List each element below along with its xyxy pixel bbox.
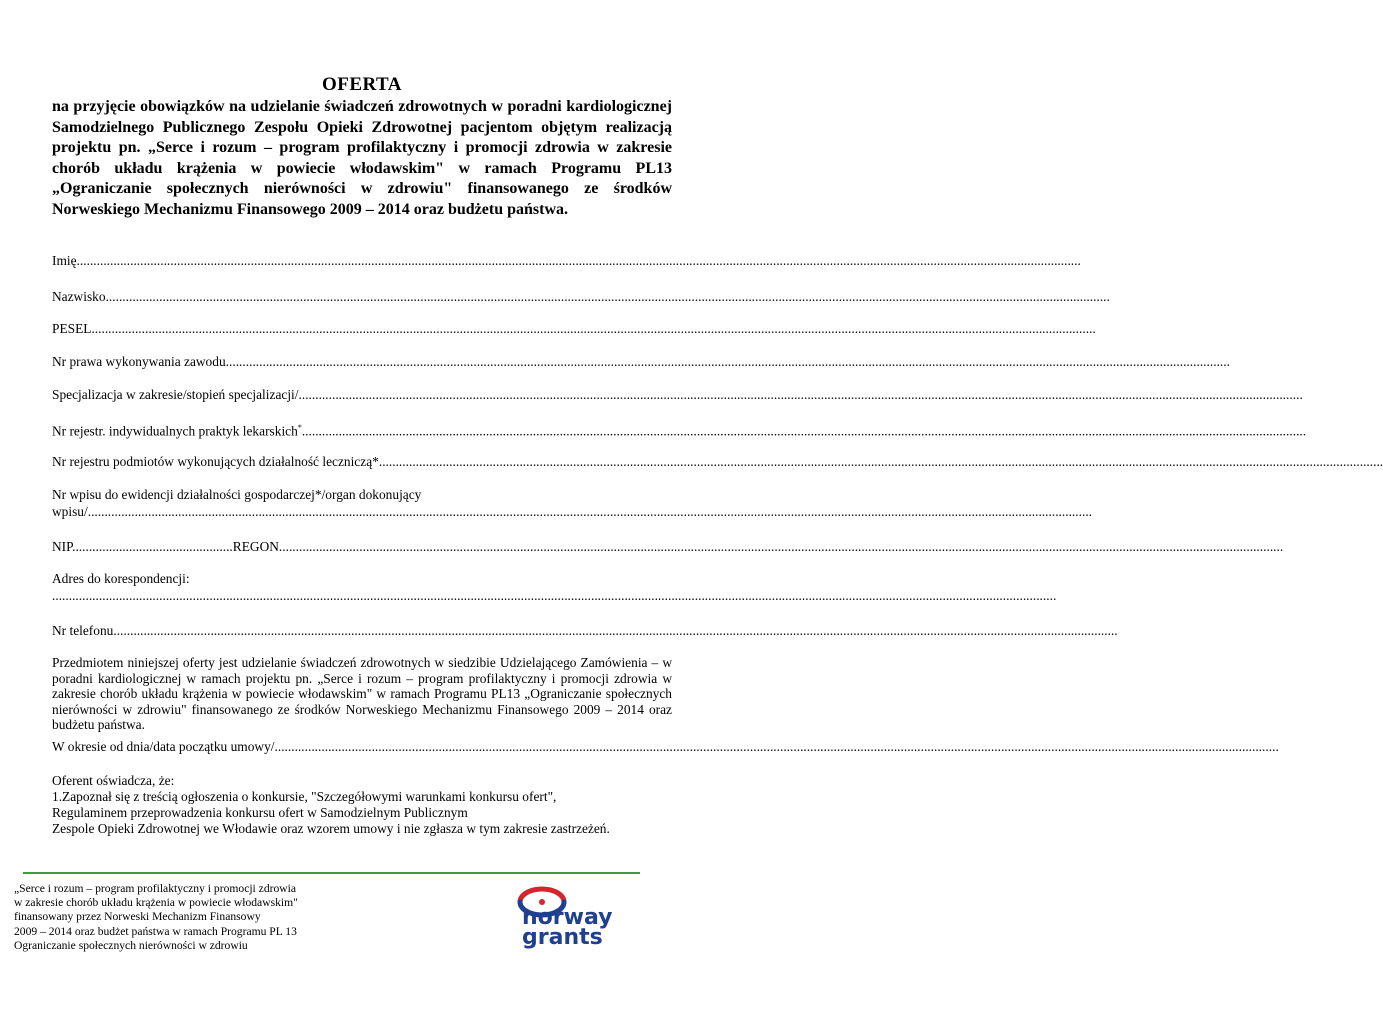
- regon-label: REGON: [232, 539, 279, 554]
- field-pesel[interactable]: [52, 320, 1096, 337]
- field-label: PESEL: [52, 321, 92, 336]
- field-specjalizacja[interactable]: [52, 386, 1303, 403]
- field-label: Nr telefonu: [52, 623, 114, 638]
- footer-line: w zakresie chorób układu krążenia w powiecie włodawskim": [14, 896, 298, 910]
- document-title: OFERTA: [321, 74, 403, 95]
- declaration-line: Regulaminem przeprowadzenia konkursu ofert w Samodzielnym Publicznym: [52, 805, 468, 820]
- footer-line: finansowany przez Norweski Mechanizm Finansowy: [14, 910, 261, 924]
- field-nazwisko[interactable]: [52, 288, 1110, 305]
- fill-line: ............................................................................................................................................................................................................................................................................................................: [105, 289, 1110, 304]
- field-nip-regon[interactable]: [52, 538, 1284, 555]
- field-okres[interactable]: [52, 738, 1279, 755]
- footer-line: 2009 – 2014 oraz budżet państwa w ramach Programu PL 13: [14, 924, 297, 938]
- offer-subject-paragraph: Przedmiotem niniejszej oferty jest udzielanie świadczeń zdrowotnych w siedzibie Udzielającego Zamówienia – w poradni kardiologicznej w ramach projektu pn. „Serce i rozum – program profilaktyczny i promocji zdrowia w zakresie chorób układu krążenia w powiecie włodawskim" w ramach Programu PL13 „Ograniczanie społecznych nierówności w zdrowiu" finansowanego ze środków Norweskiego Mechanizmu Finansowego 2009 – 2014 oraz budżetu państwa.: [52, 655, 672, 733]
- field-adres[interactable]: [52, 570, 1057, 604]
- field-label-continued: wpisu/: [52, 504, 88, 519]
- fill-line: ............................................................................................................................................................................................................................................................................................................: [274, 739, 1279, 754]
- footer-line: „Serce i rozum – program profilaktyczny i promocji zdrowia: [14, 882, 297, 895]
- field-label: Specjalizacja w zakresie/stopień specjalizacji/: [52, 387, 299, 402]
- nip-label: NIP: [52, 539, 73, 554]
- fill-line-regon: ............................................................................................................................................................................................................................................................................................................: [278, 539, 1284, 554]
- fill-line: ............................................................................................................................................................................................................................................................................................................: [76, 253, 1081, 268]
- footer-text: [14, 882, 454, 953]
- declaration-line: 1.Zapoznał się z treścią ogłoszenia o konkursie, "Szczegółowymi warunkami konkursu ofert",: [52, 789, 557, 804]
- fill-line: ............................................................................................................................................................................................................................................................................................................: [52, 588, 1057, 603]
- fill-line-nip: ................................................: [72, 539, 233, 554]
- declaration-intro: Oferent oświadcza, że:: [52, 773, 175, 788]
- fill-line: ............................................................................................................................................................................................................................................................................................................: [91, 321, 1096, 336]
- field-label: Nr rejestru podmiotów wykonujących działalność leczniczą*: [52, 454, 379, 469]
- fill-line: ............................................................................................................................................................................................................................................................................................................: [301, 423, 1307, 439]
- field-label: Nr prawa wykonywania zawodu: [52, 354, 226, 369]
- field-label: Nr wpisu do ewidencji działalności gospodarczej*/organ dokonujący: [52, 487, 422, 502]
- field-label: Nr rejestr. indywidualnych praktyk lekarskich: [52, 423, 298, 439]
- fill-line: ............................................................................................................................................................................................................................................................................................................: [378, 454, 1383, 469]
- field-label: Adres do korespondencji:: [52, 571, 190, 586]
- field-nr-prawa[interactable]: [52, 353, 1230, 370]
- field-nr-rejestr[interactable]: [52, 419, 1307, 439]
- fill-line: ............................................................................................................................................................................................................................................................................................................: [225, 354, 1230, 369]
- logo-word-norway: norway: [522, 905, 613, 930]
- logo-word-grants: grants: [522, 925, 603, 950]
- field-label: W okresie od dnia/data początku umowy/: [52, 739, 275, 754]
- footer-line: Ograniczanie społecznych nierówności w zdrowiu: [14, 938, 248, 952]
- field-nr-rejestru-podmiotow[interactable]: [52, 453, 1383, 470]
- declaration-block: [52, 773, 692, 837]
- document-subtitle: na przyjęcie obowiązków na udzielanie świadczeń zdrowotnych w poradni kardiologicznej Samodzielnego Publicznego Zespołu Opieki Zdrowotnej pacjentom objętym realizacją projektu pn. „Serce i rozum – program profilaktyczny i promocji zdrowia w zakresie chorób układu krążenia w powiecie włodawskim" w ramach Programu PL13 „Ograniczanie społecznych nierówności w zdrowiu" finansowanego ze środków Norweskiego Mechanizmu Finansowego 2009 – 2014 oraz budżetu państwa.: [52, 98, 672, 218]
- field-imie[interactable]: [52, 252, 1081, 269]
- field-nr-wpisu[interactable]: [52, 486, 1093, 520]
- field-telefon[interactable]: [52, 622, 1118, 639]
- fill-line: ............................................................................................................................................................................................................................................................................................................: [113, 623, 1118, 638]
- fill-line: ............................................................................................................................................................................................................................................................................................................: [87, 504, 1093, 519]
- declaration-line: Zespole Opieki Zdrowotnej we Włodawie oraz wzorem umowy i nie zgłasza w tym zakresie zastrzeżeń.: [52, 821, 610, 836]
- norway-grants-logo: [508, 876, 628, 948]
- field-label: Imię: [52, 253, 77, 268]
- footer-divider: [23, 872, 640, 874]
- field-label: Nazwisko: [52, 289, 106, 304]
- footnote-mark: *: [297, 423, 302, 432]
- fill-line: ............................................................................................................................................................................................................................................................................................................: [298, 387, 1303, 402]
